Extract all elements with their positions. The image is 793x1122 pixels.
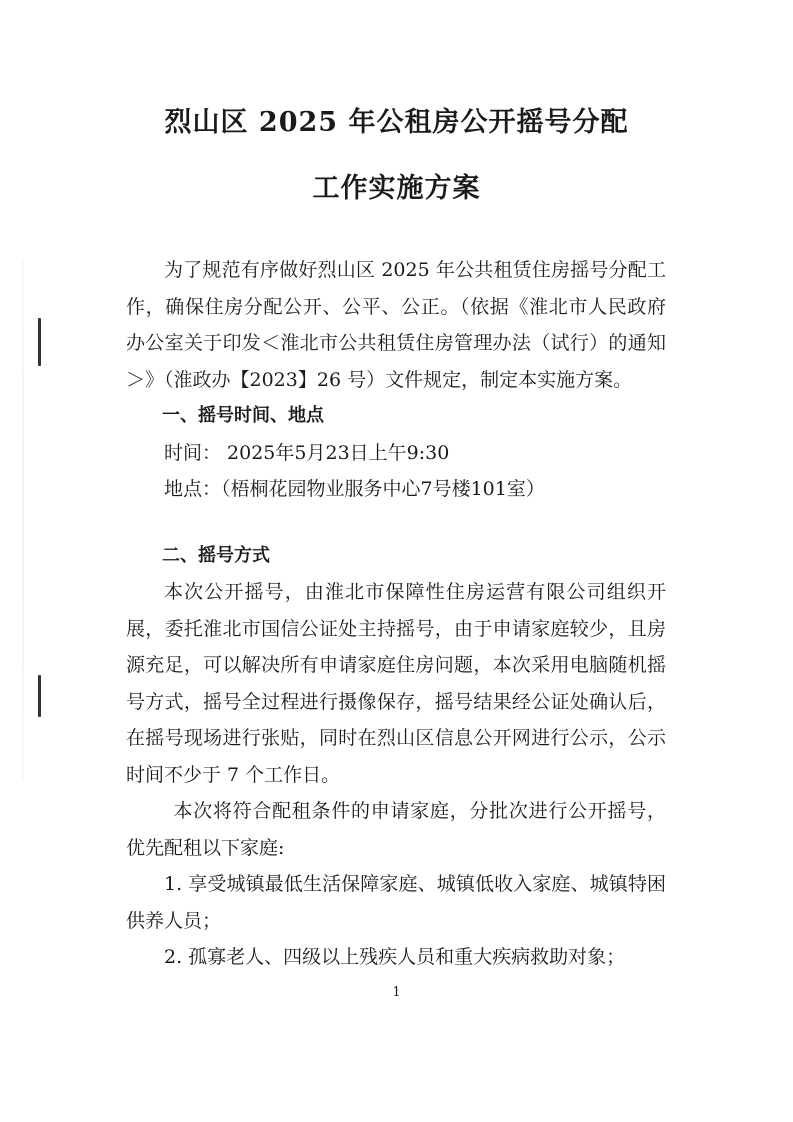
document-body	[126, 252, 666, 976]
document-title-line2: 工作实施方案	[312, 173, 481, 204]
list-item-2: 2. 孤寡老人、四级以上残疾人员和重大疾病救助对象；	[164, 946, 626, 968]
place-line: 地点：（梧桐花园物业服务中心7号楼101室）	[164, 478, 545, 500]
section2-paragraph: 本次公开摇号，由淮北市保障性住房运营有限公司组织开展，委托淮北市国信公证处主持摇号，由于申请家庭较少，且房源充足，可以解决所有申请家庭住房问题，本次采用电脑随机摇号方式，摇号全过程进行摄像保存，摇号结果经公证处确认后，在摇号现场进行张贴，同时在烈山区信息公开网进行公示，公示时间不少于 7 个工作日。	[126, 581, 666, 786]
section1-heading: 一、摇号时间、地点	[162, 405, 324, 426]
binding-mark-top	[38, 318, 41, 366]
binding-mark-bottom	[38, 675, 41, 717]
list-item-1: 1. 享受城镇最低生活保障家庭、城镇低收入家庭、城镇特困供养人员；	[126, 873, 666, 932]
spacer	[126, 508, 666, 538]
scan-shadow	[22, 260, 24, 780]
document-title-line1: 烈山区 2025 年公租房公开摇号分配	[164, 107, 629, 138]
page-number: 1	[392, 985, 401, 1000]
time-line: 时间： 2025年5月23日上午9:30	[164, 441, 450, 464]
section2-paragraph2: 本次将符合配租条件的申请家庭，分批次进行公开摇号，优先配租以下家庭:	[126, 800, 666, 859]
section2-heading: 二、摇号方式	[162, 544, 270, 566]
intro-paragraph: 为了规范有序做好烈山区 2025 年公共租赁住房摇号分配工作，确保住房分配公开、公平、公正。（依据《淮北市人民政府办公室关于印发＜淮北市公共租赁住房管理办法（试行）的通知＞》（淮政办【2023】26 号）文件规定，制定本实施方案。	[126, 259, 666, 391]
